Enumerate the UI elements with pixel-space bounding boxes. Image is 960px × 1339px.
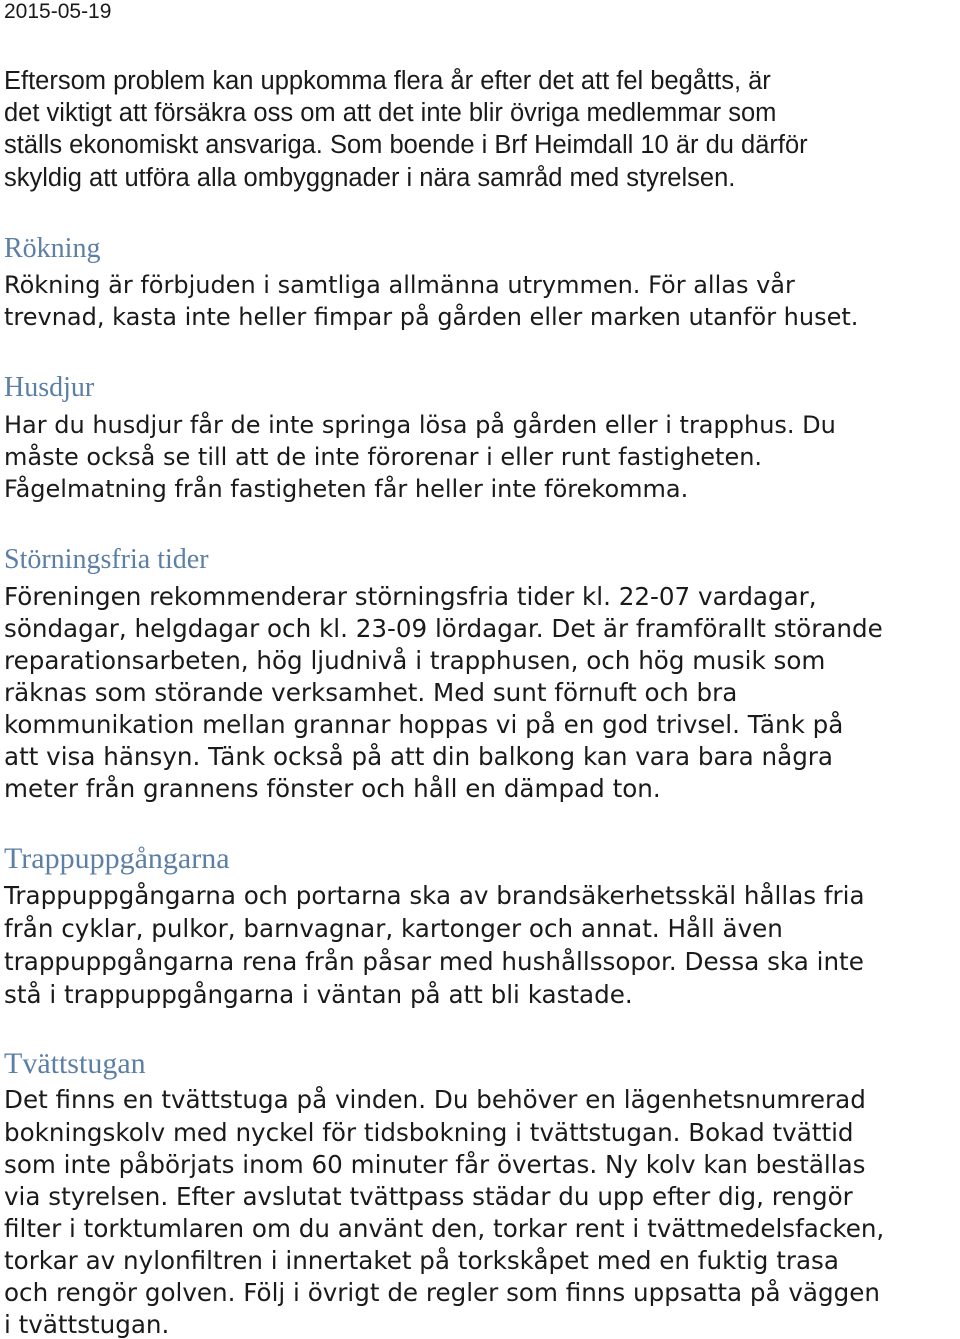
document-date: 2015-05-19 bbox=[4, 0, 112, 23]
section-line: bokningskolv med nyckel för tidsbokning i tvättstugan. Bokad tvättid bbox=[4, 1118, 854, 1147]
section-line: Fågelmatning från fastigheten får heller inte förekomma. bbox=[4, 475, 689, 503]
section-line: att visa hänsyn. Tänk också på att din balkong kan vara bara några bbox=[4, 742, 833, 771]
section-line: torkar av nylonfiltren i innertaket på torkskåpet med en fuktig trasa bbox=[4, 1246, 839, 1275]
section-line: meter från grannens fönster och håll en dämpad ton. bbox=[4, 774, 661, 803]
section-line: kommunikation mellan grannar hoppas vi på en god trivsel. Tänk på bbox=[4, 710, 844, 739]
section-line: söndagar, helgdagar och kl. 23-09 lördagar. Det är framförallt störande bbox=[4, 614, 883, 643]
section-line: reparationsarbeten, hög ljudnivå i trapphusen, och hög musik som bbox=[4, 646, 826, 675]
section-line: från cyklar, pulkor, barnvagnar, kartonger och annat. Håll även bbox=[4, 914, 783, 943]
section-line: måste också se till att de inte förorenar i eller runt fastigheten. bbox=[4, 443, 763, 471]
section-heading: Störningsfria tider bbox=[4, 544, 209, 575]
section-line: och rengör golven. Följ i övrigt de regler som finns uppsatta på väggen bbox=[4, 1278, 880, 1307]
intro-line: Eftersom problem kan uppkomma flera år efter det att fel begåtts, är bbox=[4, 67, 771, 95]
section-line: räknas som störande verksamhet. Med sunt förnuft och bra bbox=[4, 678, 738, 707]
section-heading: Tvättstugan bbox=[4, 1047, 146, 1080]
section-line: filter i torktumlaren om du använt den, torkar rent i tvättmedelsfacken, bbox=[4, 1214, 885, 1243]
section-line: Trappuppgångarna och portarna ska av brandsäkerhetsskäl hållas fria bbox=[4, 881, 865, 910]
section-line: stå i trappuppgångarna i väntan på att bli kastade. bbox=[4, 980, 633, 1009]
section-line: i tvättstugan. bbox=[4, 1310, 170, 1339]
section-line: Rökning är förbjuden i samtliga allmänna utrymmen. För allas vår bbox=[4, 271, 795, 299]
intro-line: det viktigt att försäkra oss om att det inte blir övriga medlemmar som bbox=[4, 99, 777, 127]
intro-line: skyldig att utföra alla ombyggnader i nära samråd med styrelsen. bbox=[4, 164, 736, 192]
section-heading: Rökning bbox=[4, 233, 101, 264]
section-line: Det finns en tvättstuga på vinden. Du behöver en lägenhetsnumrerad bbox=[4, 1085, 866, 1114]
section-line: som inte påbörjats inom 60 minuter får övertas. Ny kolv kan beställas bbox=[4, 1150, 866, 1179]
section-line: trevnad, kasta inte heller fimpar på gården eller marken utanför huset. bbox=[4, 303, 859, 331]
section-line: via styrelsen. Efter avslutat tvättpass städar du upp efter dig, rengör bbox=[4, 1182, 853, 1211]
intro-line: ställs ekonomiskt ansvariga. Som boende i Brf Heimdall 10 är du därför bbox=[4, 131, 808, 159]
section-line: trappuppgångarna rena från påsar med hushållssopor. Dessa ska inte bbox=[4, 947, 864, 976]
section-line: Föreningen rekommenderar störningsfria tider kl. 22-07 vardagar, bbox=[4, 582, 817, 611]
section-line: Har du husdjur får de inte springa lösa på gården eller i trapphus. Du bbox=[4, 411, 836, 439]
section-heading: Husdjur bbox=[4, 372, 95, 403]
section-heading: Trappuppgångarna bbox=[4, 842, 230, 875]
